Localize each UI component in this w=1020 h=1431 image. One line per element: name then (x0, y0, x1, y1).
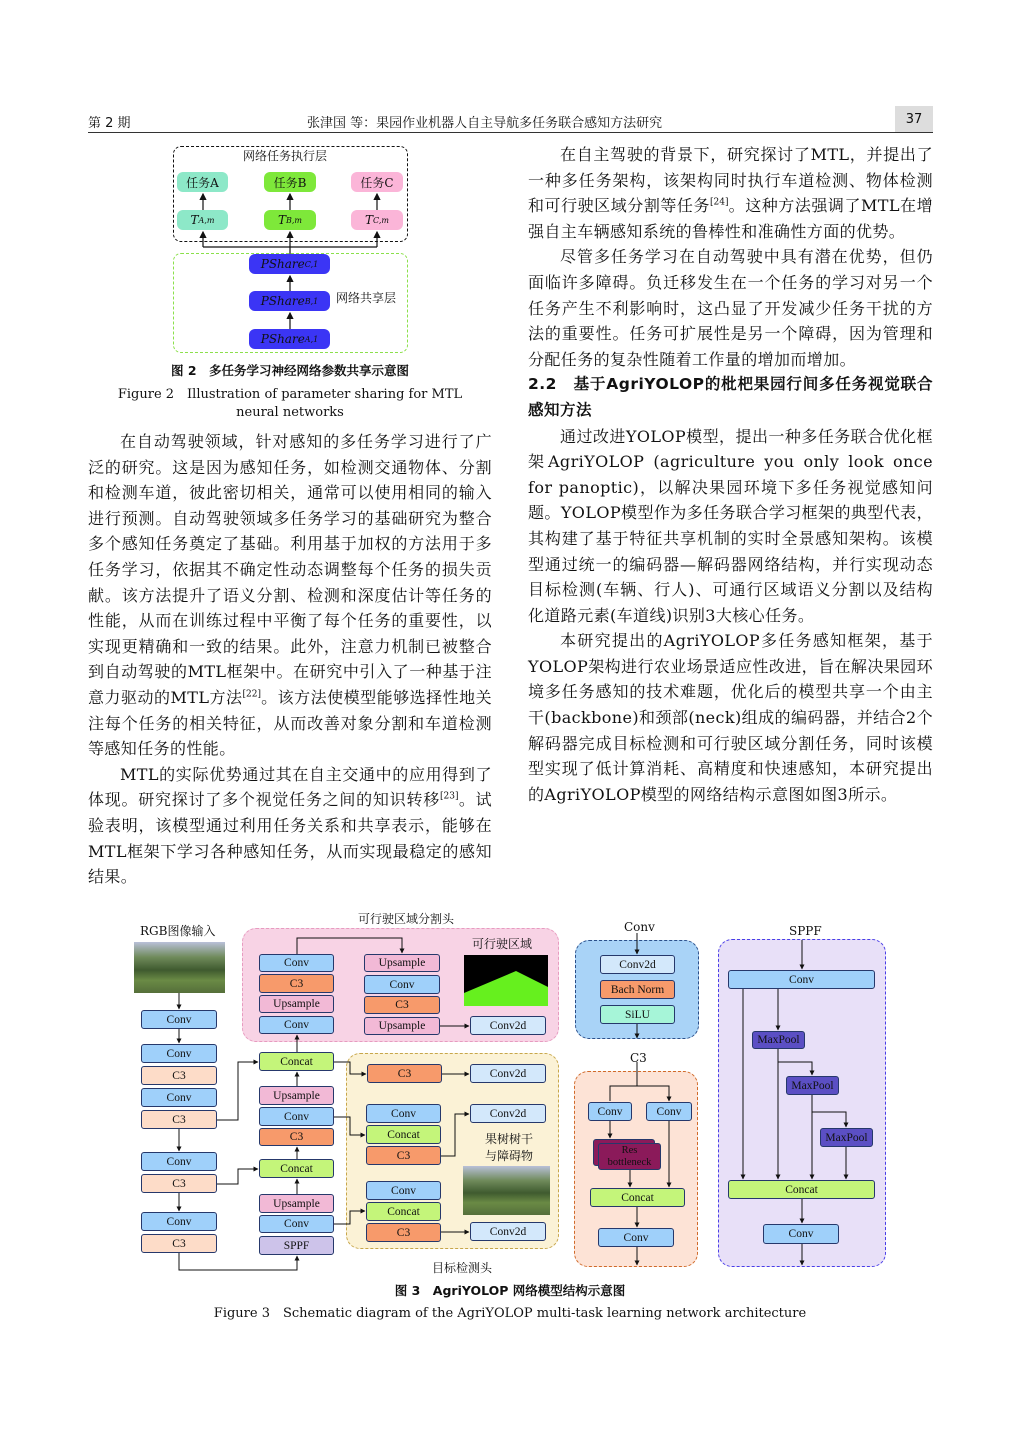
seg-c3: C3 (364, 996, 440, 1014)
det-c3: C3 (366, 1146, 441, 1165)
page-number: 37 (895, 106, 933, 132)
text: 。试验表明，该模型通过利用任务关系和共享表示，能够在MTL框架下学习各种感知任务，从而实现最稳定的感知结果。 (88, 790, 492, 887)
sppf-maxpool: MaxPool (786, 1076, 839, 1095)
det-conv: Conv (366, 1181, 441, 1200)
det-conv: Conv (366, 1104, 441, 1123)
text: MTL的实际优势通过其在自主交通中的应用得到了体现。研究探讨了多个视觉任务之间的知识转移 (88, 764, 492, 810)
paragraph: 尽管多任务学习在自动驾驶中具有潜在优势，但仍面临许多障碍。负迁移发生在一个任务的学习对另一个任务产生不利影响时，这凸显了开发减少任务干扰的方法的重要性。任务可扩展性是另一个障碍，因为管理和分配任务的复杂性随着工作量的增加而增加。 (528, 247, 933, 369)
citation: [24] (710, 197, 729, 208)
figure-2-caption-cn: 图 2 多任务学习神经网络参数共享示意图 (170, 363, 410, 378)
seg-conv2d: Conv2d (470, 1016, 546, 1035)
orchard-input-image (134, 942, 225, 993)
det-concat: Concat (366, 1202, 441, 1221)
backbone-c3: C3 (141, 1174, 217, 1193)
backbone-c3: C3 (141, 1066, 217, 1085)
det-head-label: 目标检测头 (432, 1261, 493, 1275)
figure-2-caption-en-2: neural networks (236, 405, 344, 420)
drivable-area-mask-image (464, 955, 548, 1006)
seg-upsample: Upsample (364, 1017, 440, 1035)
sppf-conv-out: Conv (763, 1224, 839, 1244)
seg-upsample: Upsample (259, 995, 334, 1013)
det-conv2d: Conv2d (470, 1222, 546, 1241)
drivable-area-label: 可行驶区域 (472, 937, 533, 951)
seg-conv: Conv (259, 954, 334, 972)
seg-upsample: Upsample (364, 954, 440, 972)
silu-layer: SiLU (600, 1005, 675, 1024)
sppf-maxpool: MaxPool (820, 1128, 873, 1147)
paragraph: 通过改进YOLOP模型，提出一种多任务联合优化框架AgriYOLOP (agriculture you only look once for panoptic)，以解决果园环境下多任务视觉感知问题。YOLOP模型作为多任务联合学习框架的典型代表，其构建了基于特征共享机制的实时全景感知架构。该模型通过统一的编码器—解码器网络结构，并行实现动态目标检测(车辆、行人)、可通行区域语义分割以及结构化道路元素(车道线)识别3大核心任务。 (528, 426, 933, 625)
task-layer-c-base: T (365, 213, 374, 227)
neck-concat: Concat (259, 1159, 334, 1178)
task-layer-a-base: T (190, 213, 199, 227)
task-a: 任务A (177, 172, 228, 192)
figure-2-caption-en-1: Figure 2 Illustration of parameter sharing for MTL (117, 387, 463, 402)
text: 在自动驾驶领域，针对感知的多任务学习进行了广泛的研究。这是因为感知任务，如检测交通物体、分割和检测车道，彼此密切相关，通常可以使用相同的输入进行预测。自动驾驶领域多任务学习的基础研究为整合多个感知任务奠定了基础。利用基于加权的方法用于多任务学习，依据其不确定性动态调整每个任务的损失贡献。该方法提升了语义分割、检测和深度估计等任务的性能，从而在训练过程中平衡了每个任务的重要性，以实现更精确和一致的结果。此外，注意力机制已被整合到自动驾驶的MTL框架中。在研究中引入了一种基于注意力驱动的MTL方法 (88, 432, 492, 707)
det-conv2d: Conv2d (470, 1064, 546, 1083)
conv2d-layer: Conv2d (600, 955, 675, 974)
det-c3: C3 (366, 1223, 441, 1242)
share-layer-label: 网络共享层 (336, 291, 397, 305)
pshare-a-base: PShare (260, 332, 305, 346)
backbone-conv: Conv (141, 1044, 217, 1063)
backbone-conv: Conv (141, 1010, 217, 1029)
batchnorm-layer: Bach Norm (600, 980, 675, 999)
right-column (528, 142, 933, 807)
paragraph (88, 429, 492, 762)
pshare-b-base: PShare (260, 294, 305, 308)
det-conv2d: Conv2d (470, 1104, 546, 1123)
neck-conv: Conv (259, 1107, 334, 1126)
neck-concat: Concat (259, 1052, 334, 1071)
c3-concat: Concat (590, 1188, 685, 1207)
task-layer-b-base: T (277, 213, 286, 227)
obstacle-label-1: 果树树干 (485, 1132, 534, 1146)
pshare-b-sub: B,1 (304, 296, 319, 306)
backbone-conv: Conv (141, 1152, 217, 1171)
res-bottleneck: Res bottleneck (598, 1143, 661, 1170)
running-title: 张津国 等：果园作业机器人自主导航多任务联合感知方法研究 (307, 116, 663, 131)
pshare-c-sub: C,1 (304, 259, 319, 269)
pshare-a-sub: A,1 (304, 334, 319, 344)
citation: [23] (439, 791, 459, 802)
c3-conv: Conv (646, 1102, 692, 1121)
obstacle-label-2: 与障碍物 (485, 1149, 534, 1163)
citation: [22] (242, 689, 261, 700)
neck-sppf: SPPF (259, 1236, 334, 1255)
neck-conv: Conv (259, 1215, 334, 1233)
task-layer-b-sub: B,m (286, 215, 303, 225)
task-layer-c-sub: C,m (373, 215, 389, 225)
backbone-conv: Conv (141, 1212, 217, 1231)
backbone-conv: Conv (141, 1088, 217, 1107)
sppf-block-title: SPPF (789, 924, 822, 938)
exec-layer-label: 网络任务执行层 (243, 149, 328, 163)
task-b: 任务B (264, 172, 316, 192)
c3-conv-out: Conv (598, 1228, 674, 1247)
seg-conv: Conv (259, 1016, 334, 1034)
det-concat: Concat (366, 1125, 441, 1144)
paragraph (88, 762, 492, 890)
backbone-c3: C3 (141, 1110, 217, 1129)
c3-conv: Conv (588, 1102, 632, 1121)
c3-block-title: C3 (630, 1051, 647, 1065)
paragraph (528, 142, 933, 244)
text: 。这种方法强调了MTL在增强自主车辆感知系统的鲁棒性和准确性方面的优势。 (528, 196, 933, 241)
det-c3: C3 (367, 1064, 442, 1083)
sppf-concat: Concat (728, 1180, 875, 1199)
seg-c3: C3 (259, 974, 334, 993)
section-heading: 2.2 基于AgriYOLOP的枇杷果园行间多任务视觉联合感知方法 (528, 375, 933, 419)
text: 在自主驾驶的背景下，研究探讨了MTL，并提出了一种多任务架构，该架构同时执行车道检测、物体检测和可行驶区域分割等任务 (528, 145, 933, 216)
task-c: 任务C (351, 172, 403, 192)
neck-upsample: Upsample (259, 1194, 334, 1213)
task-layer-a-sub: A,m (198, 215, 215, 225)
issue-number: 第 2 期 (88, 116, 131, 131)
input-label: RGB图像输入 (140, 924, 216, 938)
seg-head-label: 可行驶区域分割头 (358, 912, 455, 926)
neck-c3: C3 (259, 1128, 334, 1146)
left-column (88, 429, 492, 890)
figure-3-caption-cn: 图 3 AgriYOLOP 网络模型结构示意图 (394, 1283, 626, 1298)
text: 。该方法使模型能够选择性地关注每个任务的相关特征，从而改善对象分割和车道检测等感知任务的性能。 (88, 687, 492, 759)
conv-block-title: Conv (624, 920, 655, 934)
backbone-c3: C3 (141, 1234, 217, 1253)
sppf-maxpool: MaxPool (752, 1031, 805, 1049)
figure-3-caption-en: Figure 3 Schematic diagram of the AgriYOLOP multi-task learning network architecture (213, 1306, 807, 1321)
neck-upsample: Upsample (259, 1086, 334, 1105)
pshare-c-base: PShare (260, 257, 305, 271)
paragraph: 本研究提出的AgriYOLOP多任务感知框架，基于YOLOP架构进行农业场景适应性改进，旨在解决果园环境多任务感知的技术难题，优化后的模型共享一个由主干(backbone)和颈部(neck)组成的编码器，并结合2个解码器完成目标检测和可行驶区域分割任务，同时该模型实现了低计算消耗、高精度和快速感知，本研究提出的AgriYOLOP模型的网络结构示意图如图3所示。 (528, 631, 933, 804)
obstacle-detection-image (463, 1166, 550, 1215)
sppf-conv: Conv (728, 970, 875, 989)
seg-conv: Conv (364, 975, 440, 994)
